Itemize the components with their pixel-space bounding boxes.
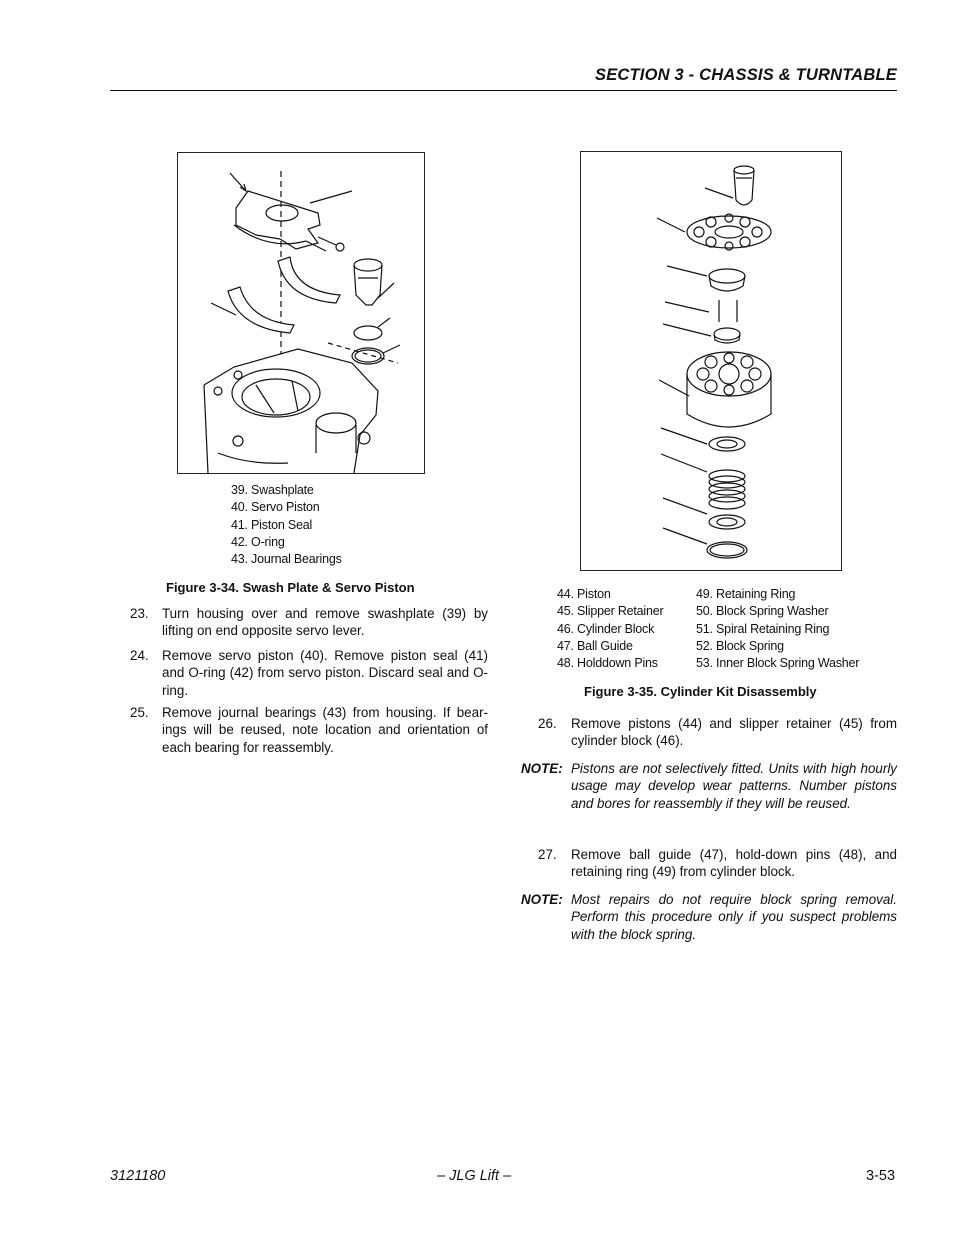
legend-item: 51. Spiral Retaining Ring — [696, 621, 830, 636]
figure-34-caption: Figure 3-34. Swash Plate & Servo Piston — [166, 580, 415, 595]
legend-item: 44. Piston — [557, 587, 611, 601]
legend-item: 47. Ball Guide — [557, 638, 633, 653]
figure-34-legend — [231, 482, 342, 568]
legend-item: 48. Holddown Pins — [557, 656, 658, 671]
step-25 — [130, 704, 490, 758]
legend-item: 43. Journal Bearings — [231, 552, 342, 567]
section-title: SECTION 3 - CHASSIS & TURNTABLE — [595, 66, 897, 84]
footer-doc-number: 3121180 — [110, 1168, 166, 1184]
step-text: Remove servo piston (40). Remove piston seal (41) and O-ring (42) from servo piston. Discard seal and O-ring. — [162, 648, 488, 698]
note-text: Pistons are not selectively fitted. Units with high hourly usage may develop wear patterns. Number pistons and bores for reassembly if they will be reused. — [571, 761, 897, 811]
step-number: 27. — [538, 847, 557, 862]
swashplate-drawing — [178, 153, 424, 473]
legend-item: 42. O-ring — [231, 534, 285, 549]
figure-35-legend-right — [696, 586, 859, 672]
figure-35-caption: Figure 3-35. Cylinder Kit Disassembly — [584, 684, 817, 699]
step-24 — [130, 647, 490, 701]
legend-item: 46. Cylinder Block — [557, 621, 655, 636]
legend-item: 49. Retaining Ring — [696, 587, 796, 601]
step-number: 23. — [130, 606, 149, 621]
legend-item: 53. Inner Block Spring Washer — [696, 656, 860, 671]
figure-34-illustration — [177, 152, 425, 474]
step-text: Remove journal bearings (43) from housing. If bear-ings will be reused, note location and orientation of each bearing for reassembly. — [162, 705, 488, 755]
step-26 — [538, 715, 898, 751]
step-number: 24. — [130, 648, 149, 663]
step-text: Remove ball guide (47), hold-down pins (48), and retaining ring (49) from cylinder block. — [571, 847, 897, 880]
step-27 — [538, 846, 898, 882]
note-block-spring — [521, 891, 898, 945]
step-text: Turn housing over and remove swashplate (39) by lifting on end opposite servo lever. — [162, 606, 488, 639]
note-label: NOTE: — [521, 761, 563, 776]
cylinder-kit-drawing — [581, 152, 841, 570]
note-text: Most repairs do not require block spring removal. Perform this procedure only if you suspect problems with the block spring. — [571, 892, 897, 942]
step-number: 25. — [130, 705, 149, 720]
legend-item: 41. Piston Seal — [231, 517, 313, 532]
note-label: NOTE: — [521, 892, 563, 907]
legend-item: 52. Block Spring — [696, 638, 784, 653]
step-23 — [130, 605, 490, 641]
step-text: Remove pistons (44) and slipper retainer (45) from cylinder block (46). — [571, 716, 897, 749]
step-number: 26. — [538, 716, 557, 731]
footer-center: – JLG Lift – — [437, 1168, 512, 1184]
note-pistons — [521, 760, 898, 832]
legend-item: 45. Slipper Retainer — [557, 604, 664, 619]
legend-item: 40. Servo Piston — [231, 500, 320, 515]
legend-item: 39. Swashplate — [231, 483, 314, 497]
legend-item: 50. Block Spring Washer — [696, 604, 829, 619]
page-header — [110, 64, 897, 91]
figure-35-legend-left — [557, 586, 663, 672]
figure-35-illustration — [580, 151, 842, 571]
footer-page-number: 3-53 — [866, 1168, 896, 1184]
